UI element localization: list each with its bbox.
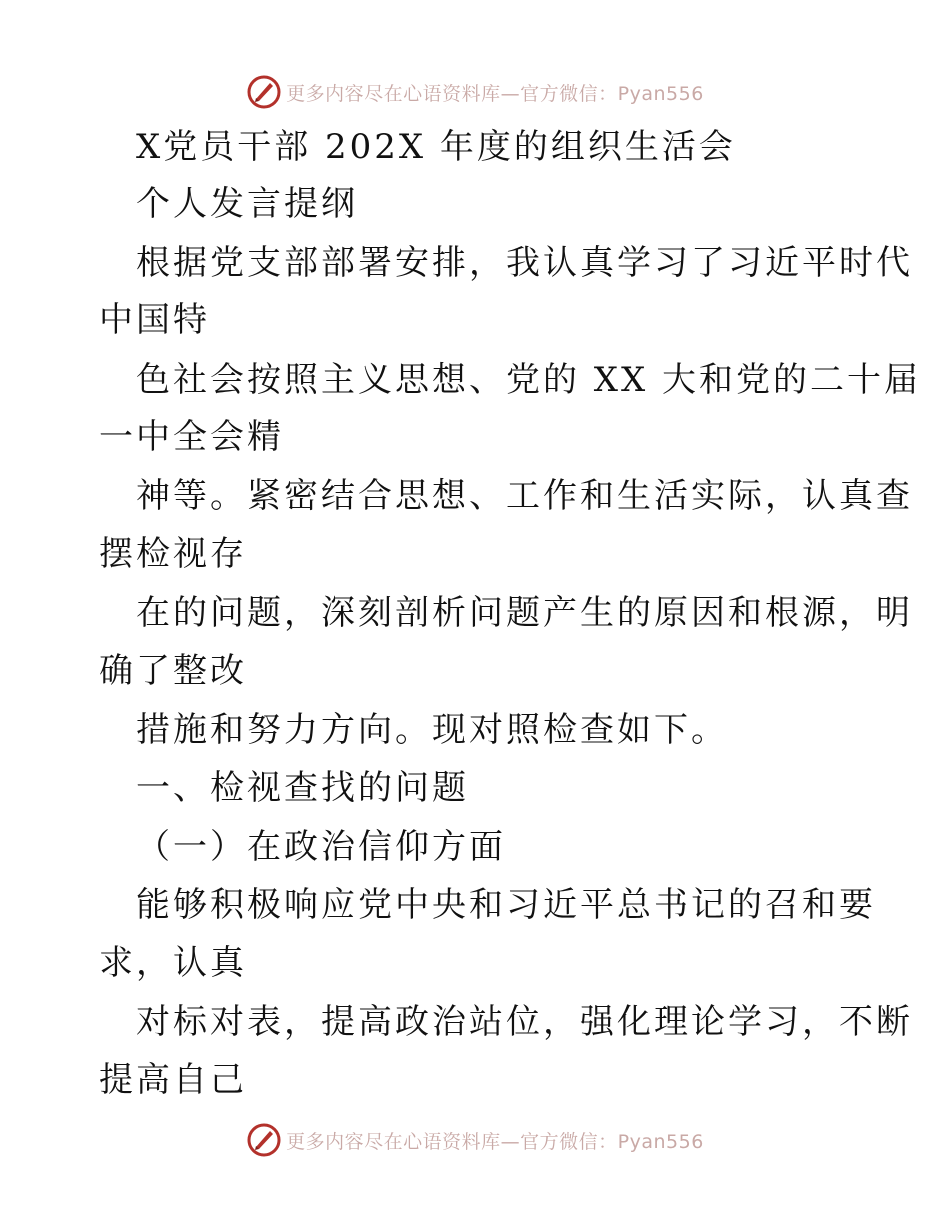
paragraph-line: 措施和努力方向。现对照检查如下。 <box>136 710 728 750</box>
paragraph-line: 确了整改 <box>99 651 247 691</box>
paragraph-line: 能够积极响应党中央和习近平总书记的召和要 <box>136 885 876 925</box>
quill-seal-icon <box>246 1122 282 1158</box>
paragraph-line: 神等。紧密结合思想、工作和生活实际，认真查 <box>136 476 913 516</box>
watermark-text: 更多内容尽在心语资料库—官方微信：Pyan556 <box>286 82 704 105</box>
header-watermark <box>0 70 950 114</box>
footer-watermark <box>0 1118 950 1162</box>
paragraph-line: 一中全会精 <box>99 417 284 457</box>
subsection-heading: （一）在政治信仰方面 <box>136 827 506 867</box>
document-subtitle: 个人发言提纲 <box>136 184 358 224</box>
watermark-text: 更多内容尽在心语资料库—官方微信：Pyan556 <box>286 1130 704 1153</box>
quill-seal-icon <box>246 74 282 110</box>
paragraph-line: 提高自己 <box>99 1060 247 1100</box>
paragraph-line: 对标对表，提高政治站位，强化理论学习，不断 <box>136 1002 913 1042</box>
paragraph-line: 色社会按照主义思想、党的 XX 大和党的二十届 <box>136 360 922 400</box>
paragraph-line: 求，认真 <box>99 943 247 983</box>
paragraph-line: 中国特 <box>99 300 210 340</box>
paragraph-line: 根据党支部部署安排，我认真学习了习近平时代 <box>136 243 913 283</box>
paragraph-line: 在的问题，深刻剖析问题产生的原因和根源，明 <box>136 593 913 633</box>
section-heading: 一、检视查找的问题 <box>136 768 469 808</box>
paragraph-line: 摆检视存 <box>99 534 247 574</box>
document-title: X党员干部 202X 年度的组织生活会 <box>136 127 736 167</box>
